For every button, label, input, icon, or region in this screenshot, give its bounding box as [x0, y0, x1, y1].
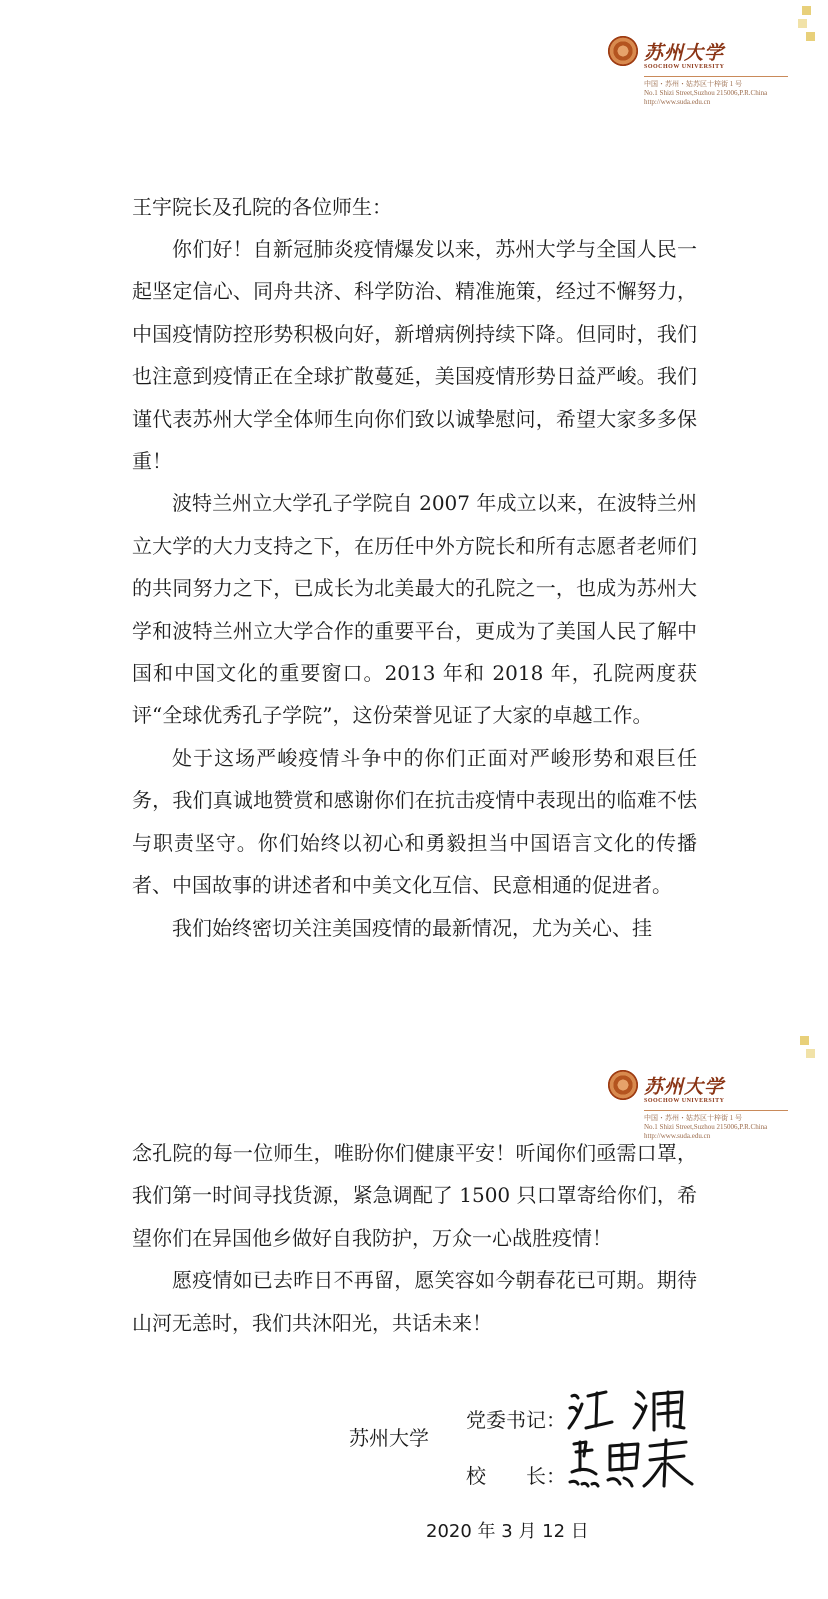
address-cn: 中国・苏州・姑苏区十梓街 1 号 — [644, 80, 742, 88]
paragraph: 愿疫情如已去昨日不再留，愿笑容如今朝春花已可期。期待山河无恙时，我们共沐阳光，共话未来！ — [132, 1268, 697, 1335]
paragraph: 你们好！自新冠肺炎疫情爆发以来，苏州大学与全国人民一起坚定信心、同舟共济、科学防治、精准施策，经过不懈努力，中国疫情防控形势积极向好，新增病例持续下降。但同时，我们也注意到疫情正在全球扩散蔓延，美国疫情形势日益严峻。我们谨代表苏州大学全体师生向你们致以诚挚慰问，希望大家多多保重！ — [132, 237, 697, 474]
university-seal-icon — [608, 1070, 638, 1100]
address-cn: 中国・苏州・姑苏区十梓街 1 号 — [644, 1114, 742, 1122]
university-seal-icon — [608, 36, 638, 66]
letterhead — [608, 1070, 788, 1141]
salutation: 王宇院长及孔院的各位师生： — [132, 195, 392, 219]
letter-body — [132, 228, 697, 949]
signoff-university: 苏州大学 — [349, 1426, 429, 1450]
letterhead-divider — [644, 1110, 788, 1111]
letter-body — [132, 1132, 697, 1344]
address-en: No.1 Shizi Street,Suzhou 215006,P.R.China — [644, 89, 768, 97]
president-signature — [566, 1436, 698, 1490]
paragraph: 波特兰州立大学孔子学院自 2007 年成立以来，在波特兰州立大学的大力支持之下，在历任中外方院长和所有志愿者老师们的共同努力之下，已成长为北美最大的孔院之一，也成为苏州大学和波特兰州立大学合作的重要平台，更成为了美国人民了解中国和中国文化的重要窗口。2013 年和 2018 年，孔院两度获评“全球优秀孔子学院”，这份荣誉见证了大家的卓越工作。 — [132, 491, 697, 728]
letter-date: 2020 年 3 月 12 日 — [426, 1521, 589, 1542]
president-label: 校 长： — [466, 1464, 566, 1488]
paragraph-continuation: 念孔院的每一位师生，唯盼你们健康平安！听闻你们亟需口罩，我们第一时间寻找货源，紧急调配了 1500 只口罩寄给你们，希望你们在异国他乡做好自我防护，万众一心战胜疫情！ — [132, 1141, 697, 1250]
paragraph: 处于这场严峻疫情斗争中的你们正面对严峻形势和艰巨任务，我们真诚地赞赏和感谢你们在抗击疫情中表现出的临难不怯与职责坚守。你们始终以初心和勇毅担当中国语言文化的传播者、中国故事的讲述者和中美文化互信、民意相通的促进者。 — [132, 745, 697, 898]
website: http://www.suda.edu.cn — [644, 98, 711, 106]
letterhead-divider — [644, 76, 788, 77]
corner-decoration — [798, 6, 818, 45]
university-name-en: SOOCHOW UNIVERSITY — [644, 64, 725, 70]
university-name-cn: 苏州大学 — [644, 1075, 725, 1098]
address-en: No.1 Shizi Street,Suzhou 215006,P.R.China — [644, 1123, 768, 1131]
university-name-en: SOOCHOW UNIVERSITY — [644, 1098, 725, 1104]
website: http://www.suda.edu.cn — [644, 1132, 711, 1140]
university-name-cn: 苏州大学 — [644, 41, 725, 64]
letterhead — [608, 36, 788, 107]
secretary-signature — [566, 1382, 696, 1434]
secretary-label: 党委书记： — [466, 1408, 566, 1432]
corner-decoration — [798, 1036, 818, 1062]
paragraph: 我们始终密切关注美国疫情的最新情况，尤为关心、挂 — [172, 915, 652, 940]
